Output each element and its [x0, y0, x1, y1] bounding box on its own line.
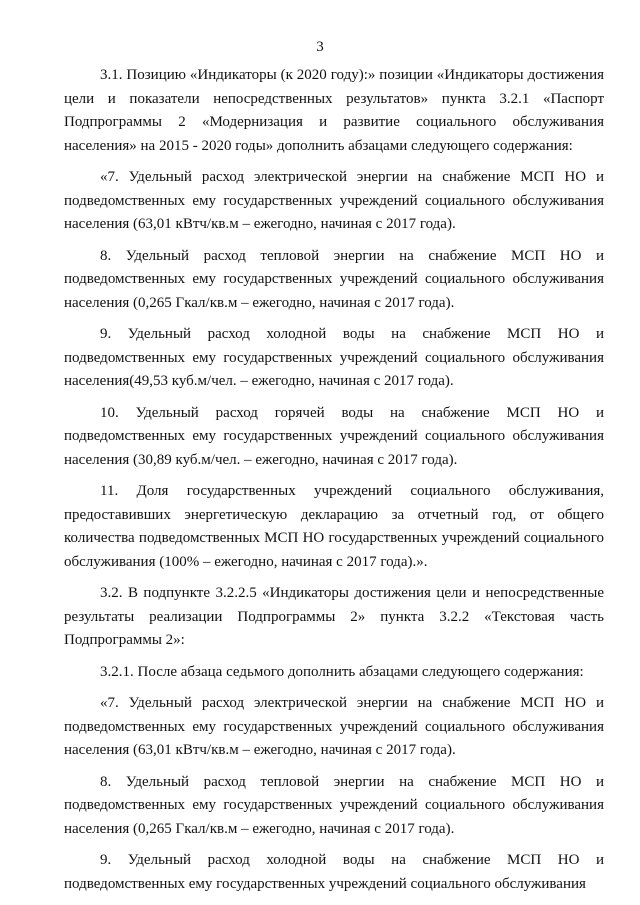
document-body: [64, 64, 604, 896]
paragraph-indicator-11: 11. Доля государственных учреждений социального обслуживания, предоставивших энергетическую декларацию за отчетный год, от общего количества подведомственных МСП НО государственных учреждений социального обслуживания (100% – ежегодно, начиная с 2017 года).».: [64, 483, 604, 570]
paragraph-indicator-9: 9. Удельный расход холодной воды на снабжение МСП НО и подведомственных ему государственных учреждений социального обслуживания населения(49,53 куб.м/чел. – ежегодно, начиная с 2017 года).: [64, 326, 604, 389]
paragraph-indicator-9-repeat: 9. Удельный расход холодной воды на снабжение МСП НО и подведомственных ему государственных учреждений социального обслуживания: [64, 852, 604, 892]
paragraph-indicator-7: «7. Удельный расход электрической энергии на снабжение МСП НО и подведомственных ему государственных учреждений социального обслуживания населения (63,01 кВтч/кв.м – ежегодно, начиная с 2017 года).: [64, 169, 604, 232]
paragraph-indicator-8-repeat: 8. Удельный расход тепловой энергии на снабжение МСП НО и подведомственных ему государственных учреждений социального обслуживания населения (0,265 Гкал/кв.м – ежегодно, начиная с 2017 года).: [64, 773, 604, 837]
paragraph-3-2-1: 3.2.1. После абзаца седьмого дополнить абзацами следующего содержания:: [100, 663, 584, 680]
paragraph-indicator-8: 8. Удельный расход тепловой энергии на снабжение МСП НО и подведомственных ему государственных учреждений социального обслуживания населения (0,265 Гкал/кв.м – ежегодно, начиная с 2017 года).: [64, 247, 604, 311]
paragraph-indicator-10: 10. Удельный расход горячей воды на снабжение МСП НО и подведомственных ему государственных учреждений социального обслуживания населения (30,89 куб.м/чел. – ежегодно, начиная с 2017 года).: [64, 404, 604, 468]
paragraph-3-1: 3.1. Позицию «Индикаторы (к 2020 году):» позиции «Индикаторы достижения цели и показатели непосредственных результатов» пункта 3.2.1 «Паспорт Подпрограммы 2 «Модернизация и развитие социального обслуживания населения» на 2015 - 2020 годы» дополнить абзацами следующего содержания:: [64, 67, 604, 154]
paragraph-indicator-7-repeat: «7. Удельный расход электрической энергии на снабжение МСП НО и подведомственных ему государственных учреждений социального обслуживания населения (63,01 кВтч/кв.м – ежегодно, начиная с 2017 года).: [64, 695, 604, 758]
paragraph-3-2: 3.2. В подпункте 3.2.2.5 «Индикаторы достижения цели и непосредственные результаты реализации Подпрограммы 2» пункта 3.2.2 «Текстовая часть Подпрограммы 2»:: [64, 585, 604, 648]
page-number: 3: [316, 39, 324, 55]
